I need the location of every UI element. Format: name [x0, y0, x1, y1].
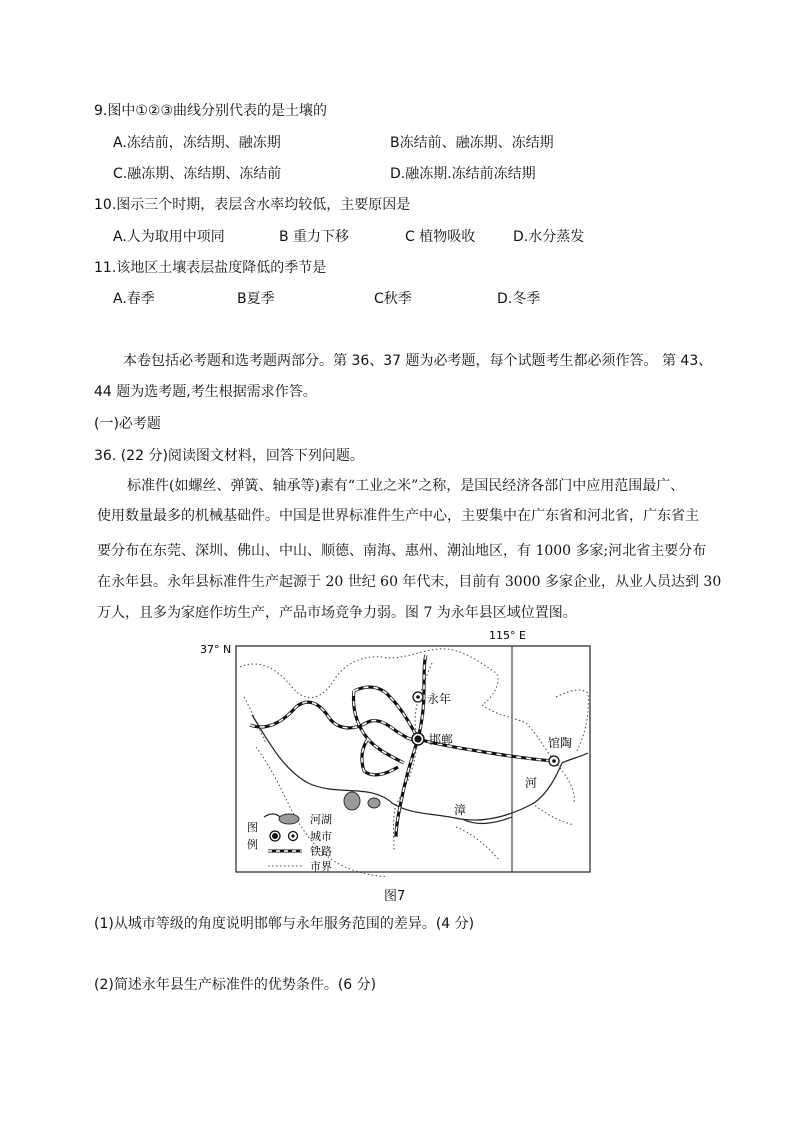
q36-subquestion-2: (2)简述永年县生产标准件的优势条件。(6 分): [94, 977, 377, 993]
q10-stem: 10.图示三个时期，表层含水率均较低，主要原因是: [94, 197, 411, 213]
q36-material-line-5: 万人，且多为家庭作坊生产，产品市场竞争力弱。图 7 为永年县区域位置图。: [97, 605, 577, 621]
lake-1: [344, 792, 360, 810]
q11-stem: 11.该地区土壤表层盐度降低的季节是: [94, 260, 327, 276]
q36-material-line-4: 在永年县。永年县标准件生产起源于 20 世纪 60 年代末，目前有 3000 多家企业，从业人员达到 30: [97, 574, 722, 590]
river-label-he: 河: [525, 776, 538, 790]
q11-option-a: A.春季: [113, 291, 155, 307]
q11-option-c: C秋季: [374, 291, 412, 307]
legend-border-label: 市界: [310, 860, 332, 873]
q11-option-b: B夏季: [237, 291, 275, 307]
q9-option-c: C.融冻期、冻结期、冻结前: [113, 166, 282, 182]
q36-stem: 36. (22 分)阅读图文材料，回答下列问题。: [94, 448, 364, 464]
q36-material-line-2: 使用数量最多的机械基础件。中国是世界标准件生产中心，主要集中在广东省和河北省，广东省主: [97, 508, 699, 524]
legend-lake-label: 河湖: [310, 813, 332, 826]
q9-option-d: D.融冻期.冻结前冻结期: [390, 166, 536, 182]
q10-option-a: A.人为取用中项同: [113, 229, 225, 245]
section-heading: (一)必考题: [94, 416, 161, 432]
q9-option-a: A.冻结前，冻结期、融冻期: [113, 135, 281, 151]
map-svg: [196, 627, 596, 877]
city-yongnian-label: 永年: [427, 692, 452, 706]
city-yongnian-marker: [413, 692, 423, 702]
legend-lake-icon: [279, 814, 299, 824]
lon-label: 115° E: [489, 629, 526, 642]
q10-option-c: C 植物吸收: [405, 229, 476, 245]
q11-option-d: D.冬季: [497, 291, 541, 307]
lake-2: [368, 798, 380, 808]
river-label-zhang: 漳: [454, 803, 467, 817]
city-guantao-label: 馆陶: [548, 736, 573, 750]
q9-stem: 9.图中①②③曲线分别代表的是土壤的: [94, 103, 328, 119]
legend-city-label: 城市: [310, 830, 332, 843]
city-handan-label: 邯郸: [429, 733, 454, 747]
legend-title-1: 图: [247, 821, 258, 834]
figure-caption: 图7: [384, 889, 406, 904]
q36-subquestion-1: (1)从城市等级的角度说明邯郸与永年服务范围的差异。(4 分): [94, 916, 475, 932]
q9-option-b: B冻结前、融冻期、冻结期: [390, 135, 554, 151]
intro-line-2: 44 题为选考题,考生根据需求作答。: [94, 384, 317, 400]
intro-line-1: 本卷包括必考题和选考题两部分。第 36、37 题为必考题，每个试题考生都必须作答。 第 43、: [123, 353, 713, 369]
q10-option-b: B 重力下移: [279, 229, 350, 245]
legend-railway-label: 铁路: [310, 845, 332, 858]
q36-material-line-3: 要分布在东莞、深圳、佛山、中山、顺德、南海、惠州、潮汕地区，有 1000 多家;河北省主要分布: [97, 543, 707, 559]
city-handan-marker: [412, 733, 424, 745]
city-guantao-marker: [549, 756, 559, 766]
lat-label: 37° N: [200, 643, 232, 656]
legend-title-2: 例: [247, 838, 258, 851]
q36-material-line-1: 标准件(如螺丝、弹簧、轴承等)素有“工业之米”之称，是国民经济各部门中应用范围最广、: [127, 478, 685, 494]
location-map: [196, 627, 596, 877]
q10-option-d: D.水分蒸发: [513, 229, 585, 245]
